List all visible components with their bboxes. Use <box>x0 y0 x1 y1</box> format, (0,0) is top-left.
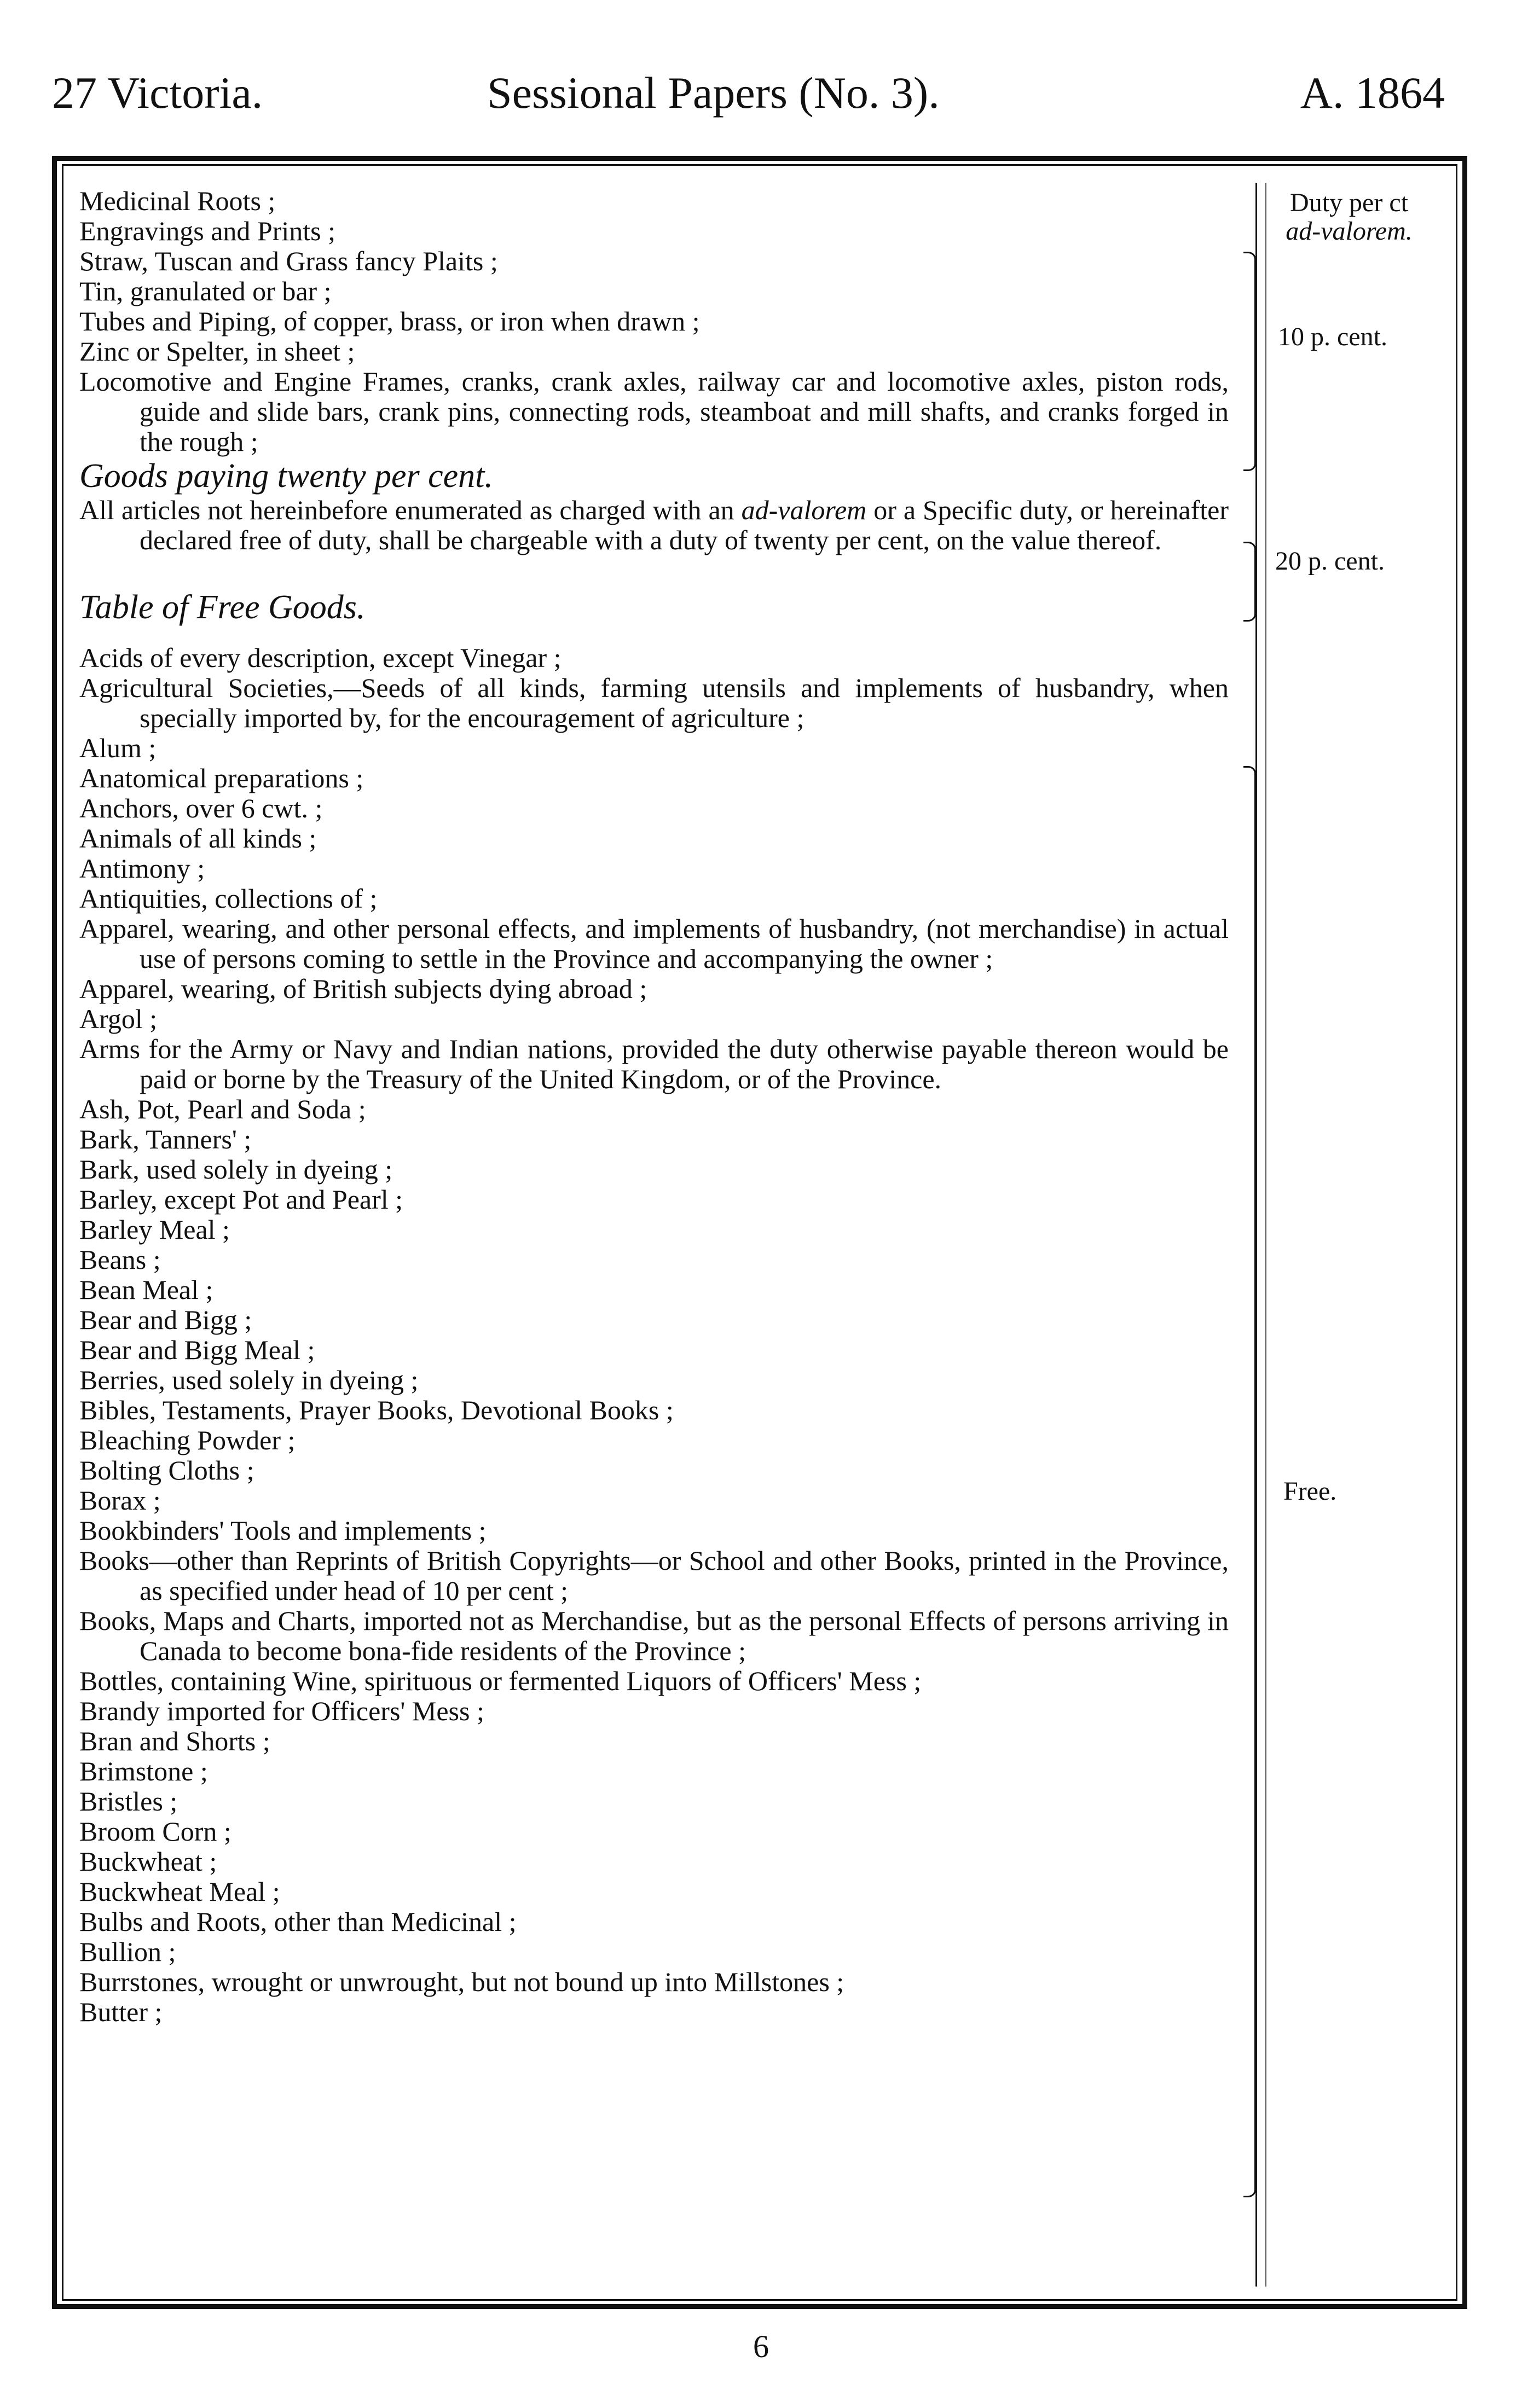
list-item: Anatomical preparations ; <box>79 763 364 793</box>
list-item: Anchors, over 6 cwt. ; <box>79 793 323 823</box>
list-item: Bark, Tanners' ; <box>79 1124 252 1154</box>
list-item: Agricultural Societies,—Seeds of all kinds, farming utensils and implements of husbandry, when specially imported by, for the encouragement of agriculture ; <box>79 672 1229 733</box>
list-item: Burrstones, wrought or unwrought, but not bound up into Millstones ; <box>79 1966 844 1997</box>
list-item: Bleaching Powder ; <box>79 1425 296 1455</box>
list-item: Barley Meal ; <box>79 1214 230 1245</box>
list-item: Engravings and Prints ; <box>79 216 336 246</box>
page-number: 6 <box>753 2329 769 2364</box>
list-item: Arms for the Army or Navy and Indian nations, provided the duty otherwise payable thereon would be paid or borne by the Treasury of the United Kingdom, or of the Province. <box>79 1034 1229 1094</box>
list-item: Bran and Shorts ; <box>79 1726 270 1756</box>
list-item: Straw, Tuscan and Grass fancy Plaits ; <box>79 246 498 276</box>
column-divider-inner <box>1265 183 1266 2287</box>
brace-free-goods <box>1243 766 1256 2197</box>
list-item: Butter ; <box>79 1997 163 2027</box>
list-item: Tubes and Piping, of copper, brass, or iron when drawn ; <box>79 306 700 336</box>
list-item: Zinc or Spelter, in sheet ; <box>79 336 355 367</box>
list-item: Buckwheat ; <box>79 1846 217 1877</box>
list-item: Berries, used solely in dyeing ; <box>79 1365 419 1395</box>
list-item: Bolting Cloths ; <box>79 1455 254 1486</box>
list-item: Ash, Pot, Pearl and Soda ; <box>79 1094 366 1124</box>
list-item: Broom Corn ; <box>79 1816 232 1847</box>
list-item: Buckwheat Meal ; <box>79 1876 280 1907</box>
list-item: Medicinal Roots ; <box>79 185 276 216</box>
list-item: Apparel, wearing, of British subjects dying abroad ; <box>79 973 647 1004</box>
list-item: Borax ; <box>79 1485 161 1516</box>
list-item: Bullion ; <box>79 1936 176 1967</box>
list-item: Acids of every description, except Vinegar ; <box>79 642 562 673</box>
list-item: Argol ; <box>79 1003 158 1034</box>
list-item: Books, Maps and Charts, imported not as Merchandise, but as the personal Effects of persons arriving in Canada to become bona-fide residents of the Province ; <box>79 1605 1229 1666</box>
duty-header-line2: ad-valorem. <box>1286 217 1413 246</box>
section-heading-twenty-percent: Goods paying twenty per cent. <box>79 457 493 495</box>
list-item: Brandy imported for Officers' Mess ; <box>79 1696 484 1726</box>
list-item: Alum ; <box>79 733 157 763</box>
rate-free: Free. <box>1283 1477 1337 1506</box>
list-item: Animals of all kinds ; <box>79 823 317 854</box>
header-regnal-year: 27 Victoria. <box>52 68 263 118</box>
list-item: Barley, except Pot and Pearl ; <box>79 1184 403 1215</box>
duty-header-line1: Duty per ct <box>1290 188 1408 217</box>
twenty-text-italic: ad-valorem <box>741 495 867 525</box>
twenty-text-after: or a Specific duty, or hereinafter declared free of duty, shall be chargeable with a duty of twenty per cent, on the value thereof. <box>140 495 1229 555</box>
rate-twenty-percent: 20 p. cent. <box>1275 547 1385 576</box>
list-item: Beans ; <box>79 1244 161 1275</box>
twenty-text-before: All articles not hereinbefore enumerated as charged with an <box>79 495 742 525</box>
list-item: Tin, granulated or bar ; <box>79 276 332 306</box>
free-goods-list <box>79 643 1229 2027</box>
list-item: Bookbinders' Tools and implements ; <box>79 1515 487 1546</box>
tariff-content <box>79 186 1229 2027</box>
brace-twenty-percent <box>1243 542 1256 622</box>
list-item: Apparel, wearing, and other personal effects, and implements of husbandry, (not merchandise) in actual use of persons coming to settle in the Province and accompanying the owner ; <box>79 913 1229 974</box>
list-item: Bottles, containing Wine, spirituous or fermented Liquors of Officers' Mess ; <box>79 1666 922 1696</box>
twenty-percent-paragraph <box>79 495 1229 555</box>
list-item: Books—other than Reprints of British Copyrights—or School and other Books, printed in the Province, as specified under head of 10 per cent ; <box>79 1545 1229 1606</box>
list-item: Locomotive and Engine Frames, cranks, crank axles, railway car and locomotive axles, piston rods, guide and slide bars, crank pins, connecting rods, steamboat and mill shafts, and cranks forged in the rough ; <box>79 366 1229 457</box>
duty-column-header <box>1259 189 1439 246</box>
list-item: Bristles ; <box>79 1786 178 1817</box>
header-title: Sessional Papers (No. 3). <box>487 68 940 118</box>
section-heading-free-goods: Table of Free Goods. <box>79 589 366 626</box>
list-item: Bark, used solely in dyeing ; <box>79 1154 393 1185</box>
page-header <box>52 63 1445 123</box>
list-item: Bear and Bigg ; <box>79 1304 252 1335</box>
list-item: Bear and Bigg Meal ; <box>79 1334 315 1365</box>
list-item: Bulbs and Roots, other than Medicinal ; <box>79 1906 517 1937</box>
list-item: Antimony ; <box>79 853 205 884</box>
ten-percent-list <box>79 186 1229 457</box>
list-item: Brimstone ; <box>79 1756 208 1786</box>
brace-ten-percent <box>1243 252 1256 471</box>
list-item: Bibles, Testaments, Prayer Books, Devotional Books ; <box>79 1395 674 1425</box>
rate-ten-percent: 10 p. cent. <box>1278 322 1387 351</box>
list-item: Antiquities, collections of ; <box>79 883 378 914</box>
header-year: A. 1864 <box>1300 68 1445 118</box>
list-item: Bean Meal ; <box>79 1274 213 1305</box>
